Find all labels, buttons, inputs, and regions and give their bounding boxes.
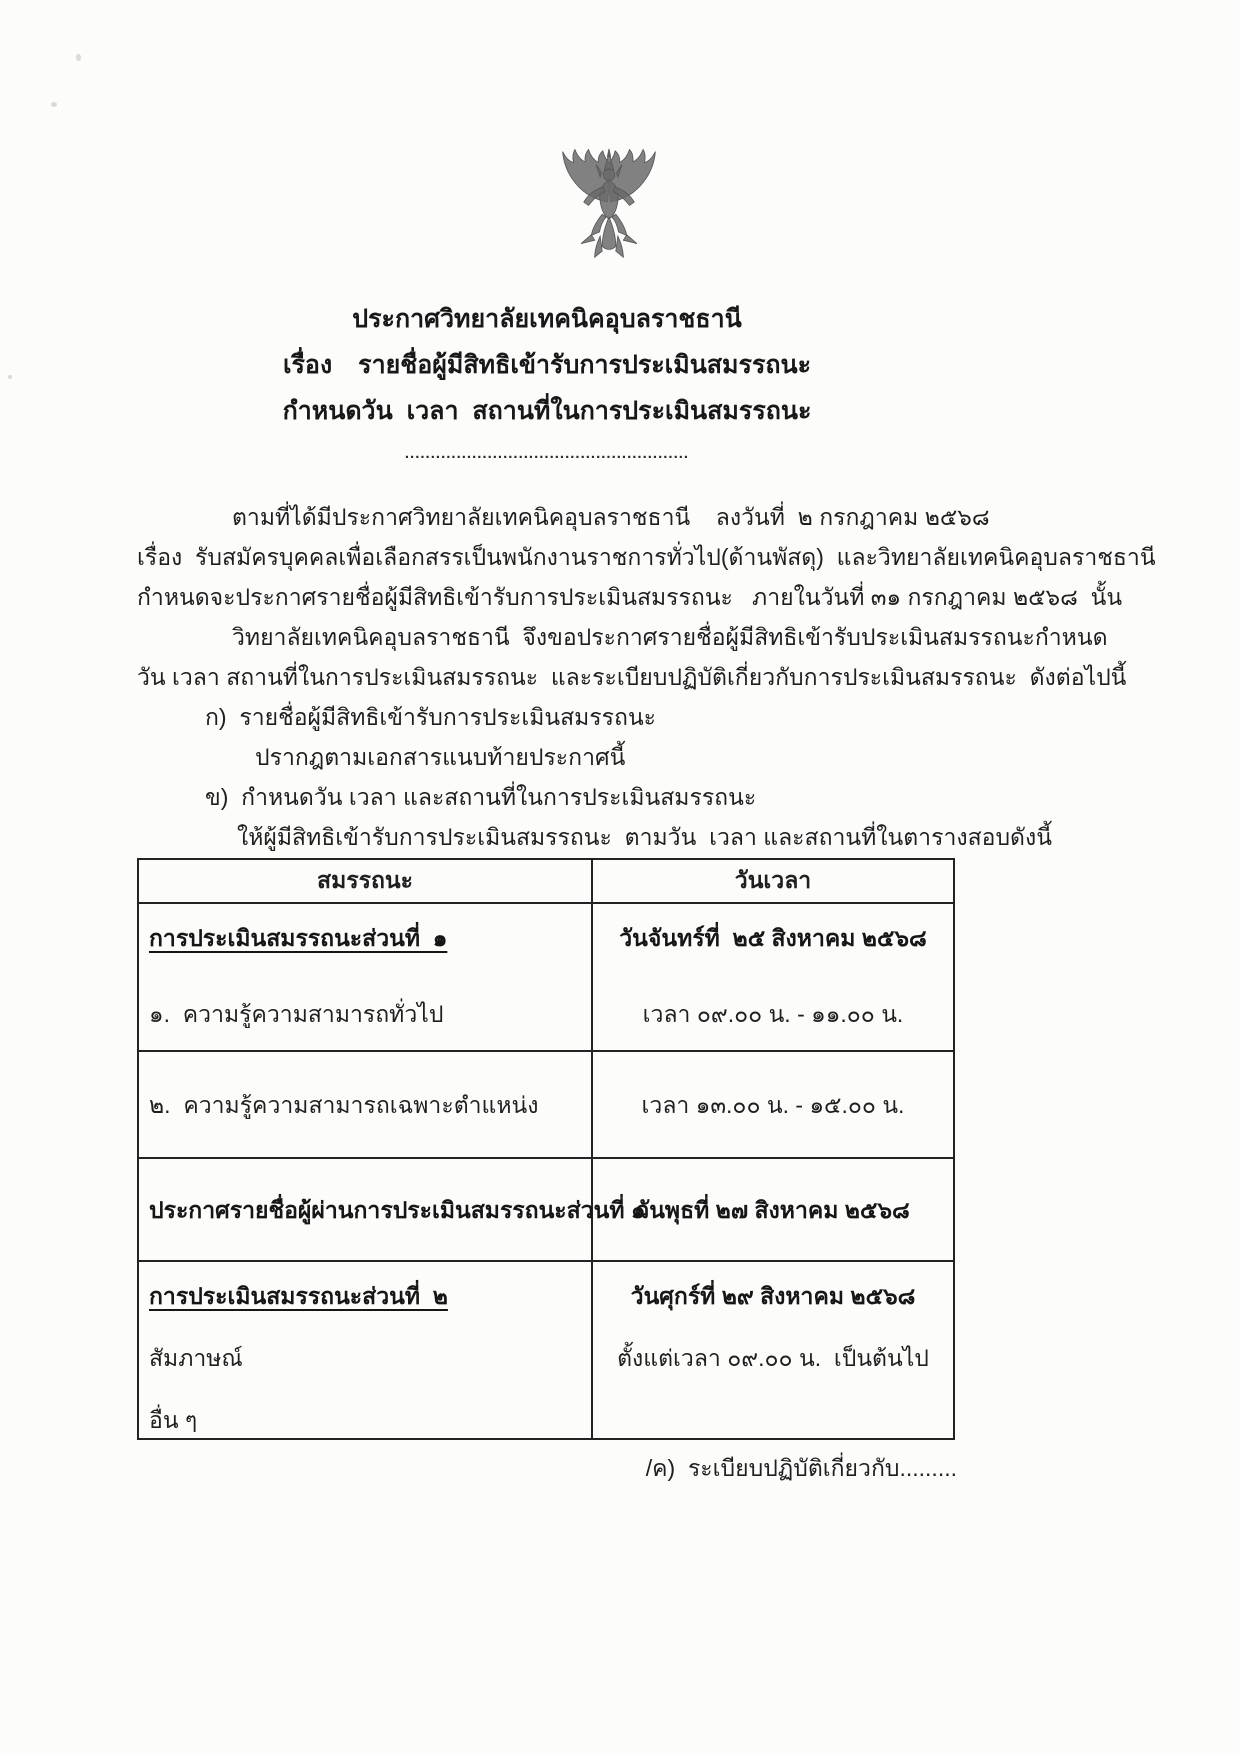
table-row-part1-results bbox=[139, 1157, 953, 1260]
announcement-org-title: ประกาศวิทยาลัยเทคนิคอุบลราชธานี bbox=[352, 305, 742, 333]
body-line: ให้ผู้มีสิทธิเข้ารับการประเมินสมรรถนะ ตามวัน เวลา และสถานที่ในตารางสอบดังนี้ bbox=[237, 824, 1052, 850]
table-header-competency: สมรรถนะ bbox=[139, 860, 593, 902]
body-line-item-kho: ข) กำหนดวัน เวลา และสถานที่ในการประเมินสมรรถนะ bbox=[205, 784, 757, 810]
part2-item-other: อื่น ๆ bbox=[149, 1407, 198, 1433]
body-line: ตามที่ได้มีประกาศวิทยาลัยเทคนิคอุบลราชธานี ลงวันที่ ๒ กรกฎาคม ๒๕๖๘ bbox=[232, 504, 990, 530]
body-line: เรื่อง รับสมัครบุคคลเพื่อเลือกสรรเป็นพนักงานราชการทั่วไป(ด้านพัสดุ) และวิทยาลัยเทคนิคอุบลราชธานี bbox=[137, 544, 1156, 570]
announcement-schedule-title: กำหนดวัน เวลา สถานที่ในการประเมินสมรรถนะ bbox=[282, 397, 812, 425]
announcement-subject bbox=[137, 342, 957, 388]
table-row-specific-knowledge bbox=[139, 1050, 953, 1157]
cell-part1-datetime bbox=[593, 904, 953, 1050]
garuda-emblem bbox=[137, 142, 957, 297]
item2-time: เวลา ๑๓.๐๐ น. - ๑๕.๐๐ น. bbox=[641, 1091, 905, 1118]
body-line: ปรากฎตามเอกสารแนบท้ายประกาศนี้ bbox=[255, 744, 626, 770]
part1-date: วันจันทร์ที่ ๒๕ สิงหาคม ๒๕๖๘ bbox=[619, 925, 927, 951]
body-line: กำหนดจะประกาศรายชื่อผู้มีสิทธิเข้ารับการประเมินสมรรถนะ ภายในวันที่ ๓๑ กรกฎาคม ๒๕๖๘ นั้น bbox=[137, 584, 1123, 610]
results-date: วันพุธที่ ๒๗ สิงหาคม ๒๕๖๘ bbox=[636, 1196, 910, 1223]
body-line-item-ko: ก) รายชื่อผู้มีสิทธิเข้ารับการประเมินสมรรถนะ bbox=[205, 704, 657, 730]
cell-part2-datetime bbox=[593, 1262, 953, 1438]
scan-speck bbox=[51, 102, 57, 107]
scan-speck bbox=[8, 375, 12, 379]
cell-results-announcement bbox=[139, 1159, 646, 1260]
table-row-part2 bbox=[139, 1260, 953, 1438]
part1-item2: ๒. ความรู้ความสามารถเฉพาะตำแหน่ง bbox=[149, 1091, 539, 1118]
part1-time: เวลา ๐๙.๐๐ น. - ๑๑.๐๐ น. bbox=[642, 1001, 904, 1027]
continuation-note: /ค) ระเบียบปฏิบัติเกี่ยวกับ......... bbox=[645, 1455, 957, 1481]
scan-speck bbox=[76, 54, 81, 61]
assessment-schedule-table bbox=[137, 858, 955, 1440]
part1-title: การประเมินสมรรถนะส่วนที่ ๑ bbox=[149, 925, 448, 951]
part1-item1: ๑. ความรู้ความสามารถทั่วไป bbox=[149, 1001, 444, 1027]
body-line: วิทยาลัยเทคนิคอุบลราชธานี จึงขอประกาศรายชื่อผู้มีสิทธิเข้ารับประเมินสมรรถนะกำหนด bbox=[232, 624, 1108, 650]
cell-item2-time bbox=[593, 1052, 953, 1157]
part2-title: การประเมินสมรรถนะส่วนที่ ๒ bbox=[149, 1283, 448, 1309]
table-header-row bbox=[139, 860, 953, 902]
dotted-divider: ....................................................... bbox=[404, 445, 690, 462]
table-row-part1 bbox=[139, 902, 953, 1050]
results-announcement-text: ประกาศรายชื่อผู้ผ่านการประเมินสมรรถนะส่วนที่ ๑ bbox=[149, 1196, 646, 1223]
table-header-datetime: วันเวลา bbox=[734, 867, 812, 893]
cell-item2-competency bbox=[139, 1052, 593, 1157]
garuda-emblem-graphic bbox=[534, 142, 684, 292]
cell-part2-competency bbox=[139, 1262, 593, 1438]
title-block bbox=[137, 296, 957, 474]
body-line: วัน เวลา สถานที่ในการประเมินสมรรถนะ และระเบียบปฏิบัติเกี่ยวกับการประเมินสมรรถนะ ดังต่อไปนี้ bbox=[137, 664, 1127, 690]
subject-label: เรื่อง bbox=[282, 351, 333, 379]
body-paragraph bbox=[137, 497, 1156, 857]
subject-text: รายชื่อผู้มีสิทธิเข้ารับการประเมินสมรรถนะ bbox=[358, 351, 812, 379]
cell-results-date bbox=[593, 1159, 953, 1260]
part2-time: ตั้งแต่เวลา ๐๙.๐๐ น. เป็นต้นไป bbox=[617, 1345, 929, 1371]
cell-part1-competency bbox=[139, 904, 593, 1050]
part2-item-interview: สัมภาษณ์ bbox=[149, 1345, 243, 1371]
part2-date: วันศุกร์ที่ ๒๙ สิงหาคม ๒๕๖๘ bbox=[630, 1283, 916, 1309]
